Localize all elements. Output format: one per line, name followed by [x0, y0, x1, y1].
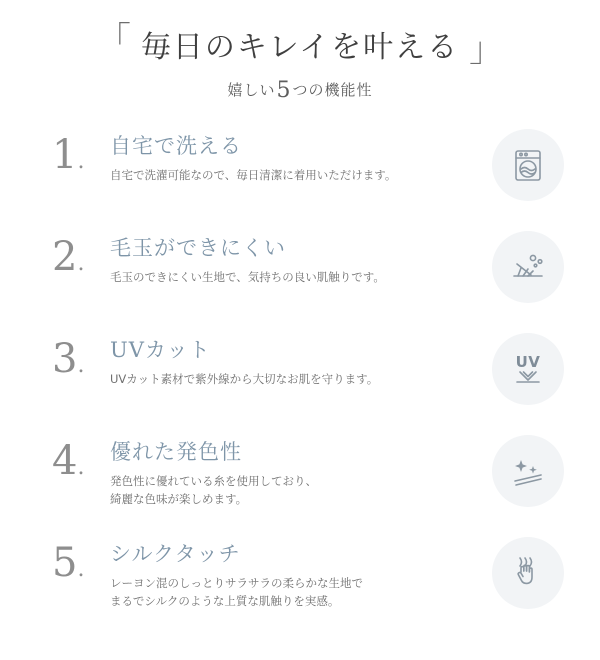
- page-header: [0, 0, 600, 103]
- silk-touch-hand-icon: [492, 537, 564, 609]
- list-item: [52, 231, 564, 333]
- feature-title: 毛玉ができにくい: [110, 236, 286, 260]
- washing-machine-icon: [492, 129, 564, 201]
- sparkle-icon: [492, 435, 564, 507]
- subtitle-number: 5: [276, 78, 292, 103]
- bracket-close: 」: [469, 30, 504, 70]
- feature-list: [0, 129, 600, 639]
- bracket-open: 「: [96, 20, 131, 60]
- subtitle-pre: 嬉しい: [227, 81, 276, 99]
- uv-cut-icon: [492, 333, 564, 405]
- feature-title: UVカット: [110, 338, 211, 362]
- feature-number: 1.: [52, 132, 85, 178]
- feature-number: 3.: [52, 336, 85, 382]
- feature-title: 自宅で洗える: [110, 134, 242, 158]
- feature-title: 優れた発色性: [110, 440, 242, 464]
- feature-text-block: [110, 231, 486, 287]
- list-item: [52, 435, 564, 537]
- no-pilling-icon: [492, 231, 564, 303]
- list-item: [52, 333, 564, 435]
- feature-title: シルクタッチ: [110, 542, 241, 566]
- feature-description: 発色性に優れている糸を使用しており、 綺麗な色味が楽しめます。: [110, 474, 317, 507]
- feature-text-block: [110, 435, 486, 509]
- feature-number: 4.: [52, 438, 85, 484]
- svg-text:UV: UV: [515, 353, 541, 371]
- feature-description: レーヨン混のしっとりサラサラの柔らかな生地で まるでシルクのような上質な肌触りを実感。: [110, 576, 363, 609]
- feature-number: 5.: [52, 540, 85, 586]
- list-item: [52, 537, 564, 639]
- page-title: 毎日のキレイを叶える: [140, 30, 460, 65]
- page-subtitle: [0, 78, 600, 103]
- feature-number: 2.: [52, 234, 85, 280]
- feature-text-block: [110, 537, 486, 611]
- list-item: [52, 129, 564, 231]
- feature-text-block: [110, 129, 486, 185]
- feature-text-block: [110, 333, 486, 389]
- feature-description: UVカット素材で紫外線から大切なお肌を守ります。: [110, 372, 379, 387]
- headline: [0, 20, 600, 70]
- feature-description: 毛玉のできにくい生地で、気持ちの良い肌触りです。: [110, 270, 385, 285]
- subtitle-post: つの機能性: [292, 81, 373, 99]
- feature-description: 自宅で洗濯可能なので、毎日清潔に着用いただけます。: [110, 168, 397, 183]
